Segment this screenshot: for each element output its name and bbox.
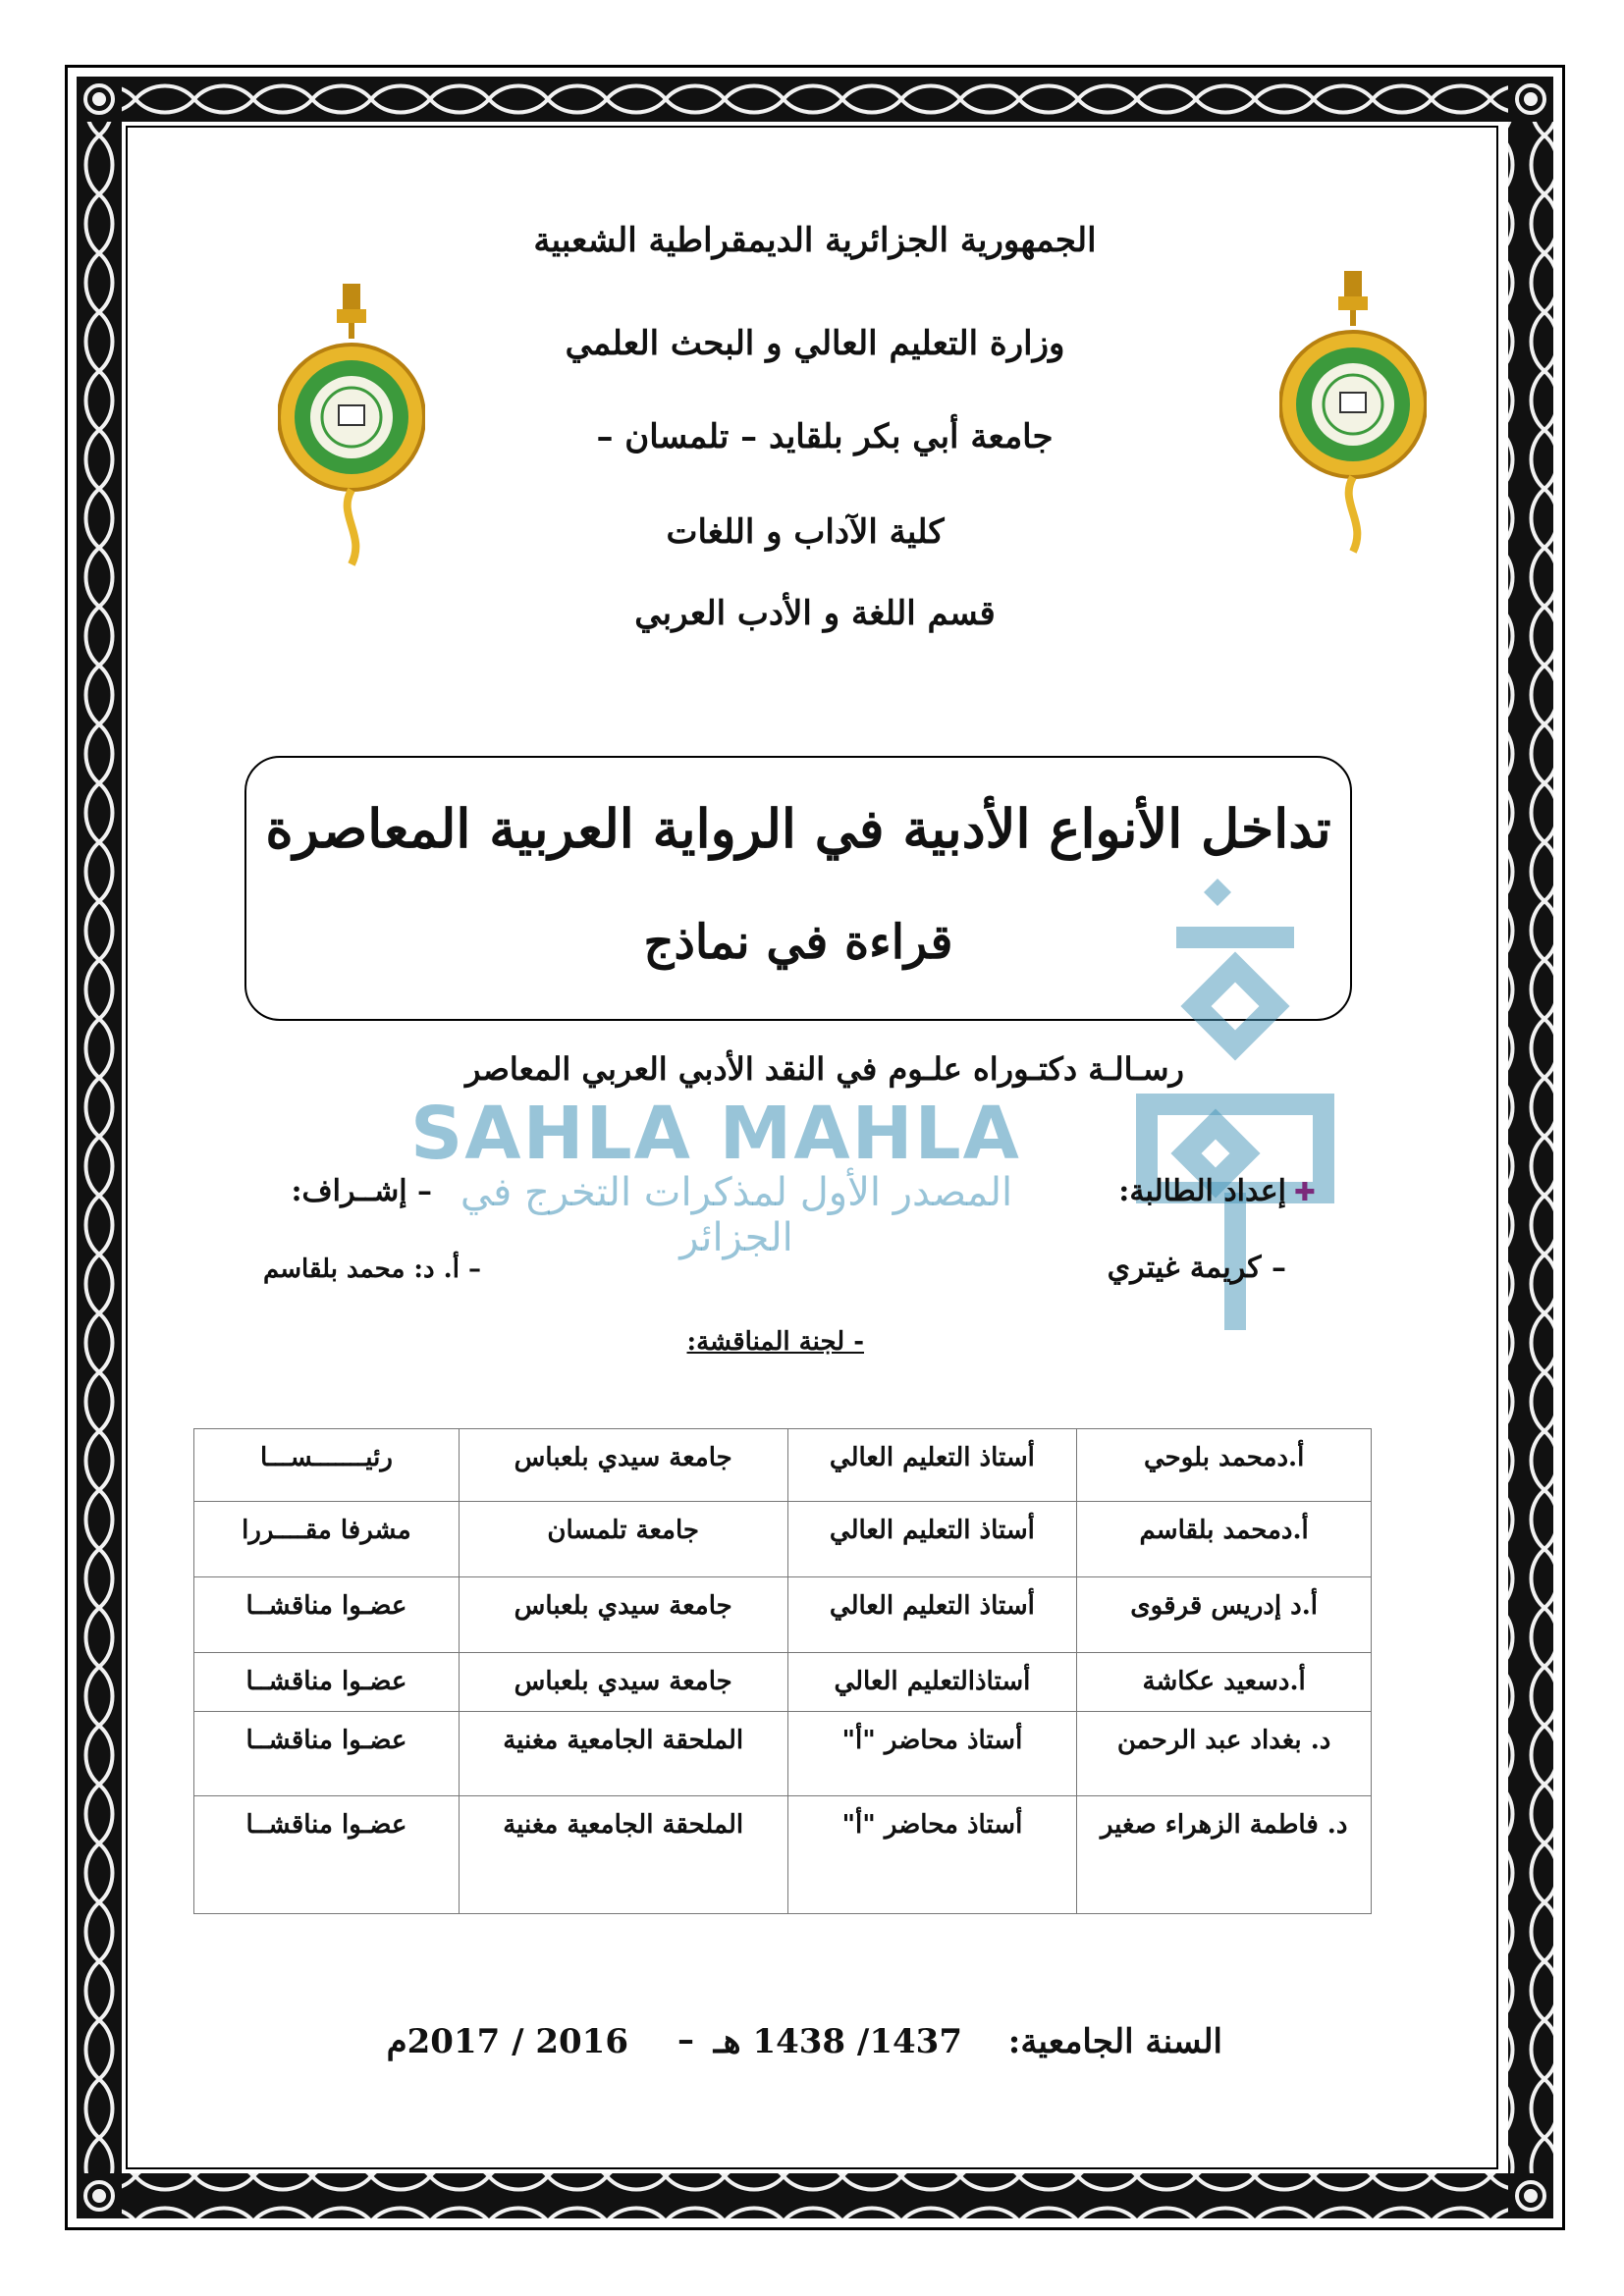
committee-table xyxy=(193,1428,1372,1914)
thesis-subtitle: قراءة في نماذج xyxy=(643,915,953,970)
supervisor-name: – أ. د: محمد بلقاسم xyxy=(262,1255,481,1284)
header-department: قسم اللغة و الأدب العربي xyxy=(634,594,996,633)
member-name: أ.دمحمد بلوحي xyxy=(1077,1429,1372,1502)
member-role: رئيـــــــســـا xyxy=(194,1429,460,1502)
table-row xyxy=(194,1653,1372,1712)
member-role: عضـوا مناقشــا xyxy=(194,1712,460,1796)
member-institution: جامعة سيدي بلعباس xyxy=(459,1577,787,1653)
header-faculty: كلية الآداب و اللغات xyxy=(666,512,945,552)
member-institution: جامعة سيدي بلعباس xyxy=(459,1429,787,1502)
member-role: عضـوا مناقشــا xyxy=(194,1653,460,1712)
table-row xyxy=(194,1712,1372,1796)
member-institution: الملحقة الجامعية مغنية xyxy=(459,1712,787,1796)
header-country: الجمهورية الجزائرية الديمقراطية الشعبية xyxy=(533,221,1097,260)
table-row xyxy=(194,1429,1372,1502)
member-rank: أستاذ التعليم العالي xyxy=(787,1577,1077,1653)
member-name: د. بغداد عبد الرحمن xyxy=(1077,1712,1372,1796)
table-row xyxy=(194,1577,1372,1653)
watermark-tagline: المصدر الأول لمذكرات التخرج في الجزائر xyxy=(460,1170,1013,1260)
member-rank: أستاذ التعليم العالي xyxy=(787,1502,1077,1577)
year-label: السنة الجامعية: xyxy=(1007,2022,1222,2061)
university-emblem-left xyxy=(278,280,425,574)
year-separator: – xyxy=(677,2020,694,2059)
university-emblem-right xyxy=(1279,267,1427,561)
member-rank: أستاذالتعليم العالي xyxy=(787,1653,1077,1712)
header-ministry: وزارة التعليم العالي و البحث العلمي xyxy=(565,324,1065,363)
member-name: أ.دمحمد بلقاسم xyxy=(1077,1502,1372,1577)
member-role: عضـوا مناقشــا xyxy=(194,1577,460,1653)
member-institution: جامعة سيدي بلعباس xyxy=(459,1653,787,1712)
committee-title: - لجنة المناقشة: xyxy=(686,1327,864,1357)
supervisor-label: – إشــراف: xyxy=(291,1174,432,1208)
member-name: د. فاطمة الزهراء صغير xyxy=(1077,1796,1372,1914)
member-rank: أستاذ التعليم العالي xyxy=(787,1429,1077,1502)
watermark-brand: SAHLA MAHLA xyxy=(410,1092,1021,1176)
member-rank: أستاذ محاضر "أ" xyxy=(787,1796,1077,1914)
thesis-title: تداخل الأنواع الأدبية في الرواية العربية المعاصرة xyxy=(265,797,1331,860)
member-institution: جامعة تلمسان xyxy=(459,1502,787,1577)
member-rank: أستاذ محاضر "أ" xyxy=(787,1712,1077,1796)
table-row xyxy=(194,1502,1372,1577)
member-name: أ.د إدريس قرقوى xyxy=(1077,1577,1372,1653)
year-hijri: 1437/ 1438 هـ xyxy=(713,2022,962,2061)
student-label: إعداد الطالبة: xyxy=(1118,1174,1286,1208)
header-university: جامعة أبي بكر بلقايد – تلمسان – xyxy=(596,417,1054,456)
member-role: مشرفا مقــــررا xyxy=(194,1502,460,1577)
member-name: أ.دسعيد عكاشة xyxy=(1077,1653,1372,1712)
member-role: عضـوا مناقشــا xyxy=(194,1796,460,1914)
year-gregorian: 2016 / 2017م xyxy=(386,2022,628,2061)
bullet-icon: ✚ xyxy=(1294,1178,1316,1207)
member-institution: الملحقة الجامعية مغنية xyxy=(459,1796,787,1914)
thesis-type: رسـالـة دكتـوراه علـوم في النقد الأدبي العربي المعاصر xyxy=(465,1050,1184,1088)
student-name: – كريمة غيتري xyxy=(1107,1251,1286,1285)
table-row xyxy=(194,1796,1372,1914)
